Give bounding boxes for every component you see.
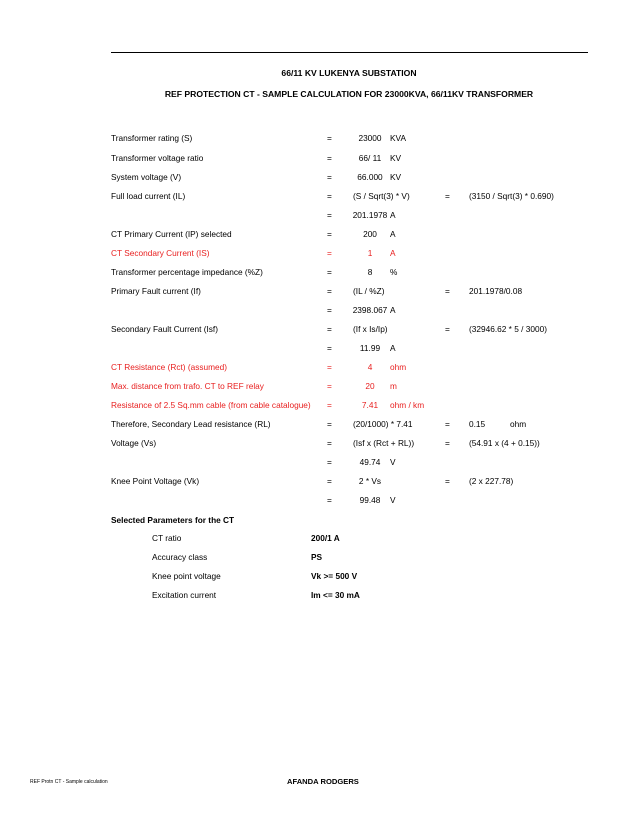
row-label: System voltage (V) bbox=[111, 172, 182, 182]
calc-row bbox=[0, 419, 638, 431]
row-unit: ohm / km bbox=[390, 400, 425, 410]
calc-row bbox=[0, 229, 638, 241]
parameter-value: 200/1 A bbox=[311, 533, 340, 543]
equals-sign: = bbox=[327, 362, 332, 372]
equals-sign: = bbox=[327, 457, 332, 467]
selected-parameters-heading: Selected Parameters for the CT bbox=[111, 515, 235, 525]
calc-row bbox=[0, 457, 638, 469]
row-unit: V bbox=[390, 495, 396, 505]
calc-row bbox=[0, 476, 638, 488]
row-expression: (2 x 227.78) bbox=[469, 476, 514, 486]
row-label: Voltage (Vs) bbox=[111, 438, 157, 448]
row-expression: 0.15 bbox=[469, 419, 486, 429]
equals-sign: = bbox=[327, 400, 332, 410]
row-value: 8 bbox=[367, 267, 373, 277]
equals-sign: = bbox=[445, 476, 450, 486]
row-value: 49.74 bbox=[359, 457, 381, 467]
calc-row bbox=[0, 495, 638, 507]
calc-row bbox=[0, 305, 638, 317]
calc-row bbox=[0, 286, 638, 298]
equals-sign: = bbox=[327, 495, 332, 505]
equals-sign: = bbox=[327, 133, 332, 143]
parameter-label: Excitation current bbox=[152, 590, 217, 600]
calc-row bbox=[0, 267, 638, 279]
row-unit: A bbox=[390, 343, 396, 353]
parameter-label: Knee point voltage bbox=[152, 571, 221, 581]
parameter-label: CT ratio bbox=[152, 533, 182, 543]
equals-sign: = bbox=[327, 153, 332, 163]
row-value: (S / Sqrt(3) * V) bbox=[353, 191, 410, 201]
row-label: CT Secondary Current (IS) bbox=[111, 248, 210, 258]
row-unit: KVA bbox=[390, 133, 406, 143]
row-value: 66.000 bbox=[357, 172, 383, 182]
calc-row bbox=[0, 400, 638, 412]
row-label: Full load current (IL) bbox=[111, 191, 186, 201]
equals-sign: = bbox=[327, 191, 332, 201]
row-value: (IL / %Z) bbox=[353, 286, 385, 296]
row-value: 1 bbox=[367, 248, 373, 258]
equals-sign: = bbox=[327, 172, 332, 182]
row-value: 7.41 bbox=[361, 400, 379, 410]
footer-left: REF Protn CT - Sample calculation bbox=[30, 779, 108, 785]
row-expression: (3150 / Sqrt(3) * 0.690) bbox=[469, 191, 554, 201]
row-unit: V bbox=[390, 457, 396, 467]
row-value: (20/1000) * 7.41 bbox=[353, 419, 413, 429]
parameter-label: Accuracy class bbox=[152, 552, 208, 562]
row-unit: ohm bbox=[390, 362, 407, 372]
row-value: (If x Is/Ip) bbox=[353, 324, 388, 334]
equals-sign: = bbox=[327, 438, 332, 448]
row-expression: (54.91 x (4 + 0.15)) bbox=[469, 438, 540, 448]
row-label: Knee Point Voltage (Vk) bbox=[111, 476, 200, 486]
row-value: 201.1978 bbox=[352, 210, 388, 220]
equals-sign: = bbox=[445, 438, 450, 448]
equals-sign: = bbox=[327, 324, 332, 334]
row-value: 20 bbox=[365, 381, 375, 391]
calc-row bbox=[0, 153, 638, 165]
row-unit: KV bbox=[390, 153, 402, 163]
equals-sign: = bbox=[327, 248, 332, 258]
equals-sign: = bbox=[327, 267, 332, 277]
document-subtitle: REF PROTECTION CT - SAMPLE CALCULATION FOR 23000KVA, 66/11KV TRANSFORMER bbox=[164, 89, 534, 99]
row-value: 99.48 bbox=[359, 495, 381, 505]
equals-sign: = bbox=[445, 191, 450, 201]
row-label: CT Primary Current (IP) selected bbox=[111, 229, 232, 239]
equals-sign: = bbox=[327, 229, 332, 239]
calc-row bbox=[0, 172, 638, 184]
parameter-value: Vk >= 500 V bbox=[311, 571, 358, 581]
row-unit: ohm bbox=[510, 419, 527, 429]
equals-sign: = bbox=[445, 286, 450, 296]
calc-row bbox=[0, 324, 638, 336]
row-value: (Isf x (Rct + RL)) bbox=[353, 438, 415, 448]
row-label: Transformer rating (S) bbox=[111, 133, 193, 143]
equals-sign: = bbox=[327, 305, 332, 315]
row-value: 66/ 11 bbox=[358, 153, 382, 163]
row-label: Max. distance from trafo. CT to REF relay bbox=[111, 381, 264, 391]
row-unit: A bbox=[390, 305, 396, 315]
parameter-value: Im <= 30 mA bbox=[311, 590, 360, 600]
row-unit: A bbox=[390, 248, 396, 258]
row-value: 200 bbox=[363, 229, 377, 239]
calc-row bbox=[0, 362, 638, 374]
row-label: Primary Fault current (If) bbox=[111, 286, 201, 296]
equals-sign: = bbox=[327, 476, 332, 486]
row-value: 2398.067 bbox=[352, 305, 388, 315]
row-label: Secondary Fault Current (Isf) bbox=[111, 324, 218, 334]
row-unit: A bbox=[390, 229, 396, 239]
row-value: 4 bbox=[367, 362, 373, 372]
equals-sign: = bbox=[327, 210, 332, 220]
calc-row bbox=[0, 133, 638, 145]
equals-sign: = bbox=[327, 419, 332, 429]
row-value: 11.99 bbox=[359, 343, 381, 353]
equals-sign: = bbox=[445, 419, 450, 429]
equals-sign: = bbox=[327, 343, 332, 353]
row-label: CT Resistance (Rct) (assumed) bbox=[111, 362, 228, 372]
row-label: Transformer percentage impedance (%Z) bbox=[111, 267, 263, 277]
equals-sign: = bbox=[445, 324, 450, 334]
row-expression: 201.1978/0.08 bbox=[469, 286, 523, 296]
row-unit: % bbox=[390, 267, 398, 277]
row-label: Therefore, Secondary Lead resistance (RL) bbox=[111, 419, 271, 429]
calc-row bbox=[0, 210, 638, 222]
row-unit: KV bbox=[390, 172, 402, 182]
calc-row bbox=[0, 191, 638, 203]
row-unit: A bbox=[390, 210, 396, 220]
equals-sign: = bbox=[327, 286, 332, 296]
row-label: Transformer voltage ratio bbox=[111, 153, 204, 163]
row-expression: (32946.62 * 5 / 3000) bbox=[469, 324, 547, 334]
row-value: 23000 bbox=[358, 133, 382, 143]
header-rule bbox=[111, 52, 588, 53]
row-value: 2 * Vs bbox=[358, 476, 382, 486]
row-unit: m bbox=[390, 381, 397, 391]
calc-row bbox=[0, 381, 638, 393]
calc-row bbox=[0, 343, 638, 355]
calc-row bbox=[0, 248, 638, 260]
row-label: Resistance of 2.5 Sq.mm cable (from cable catalogue) bbox=[111, 400, 311, 410]
footer-author: AFANDA RODGERS bbox=[287, 777, 359, 786]
equals-sign: = bbox=[327, 381, 332, 391]
calc-row bbox=[0, 438, 638, 450]
parameter-value: PS bbox=[311, 552, 323, 562]
document-title: 66/11 KV LUKENYA SUBSTATION bbox=[281, 68, 417, 78]
